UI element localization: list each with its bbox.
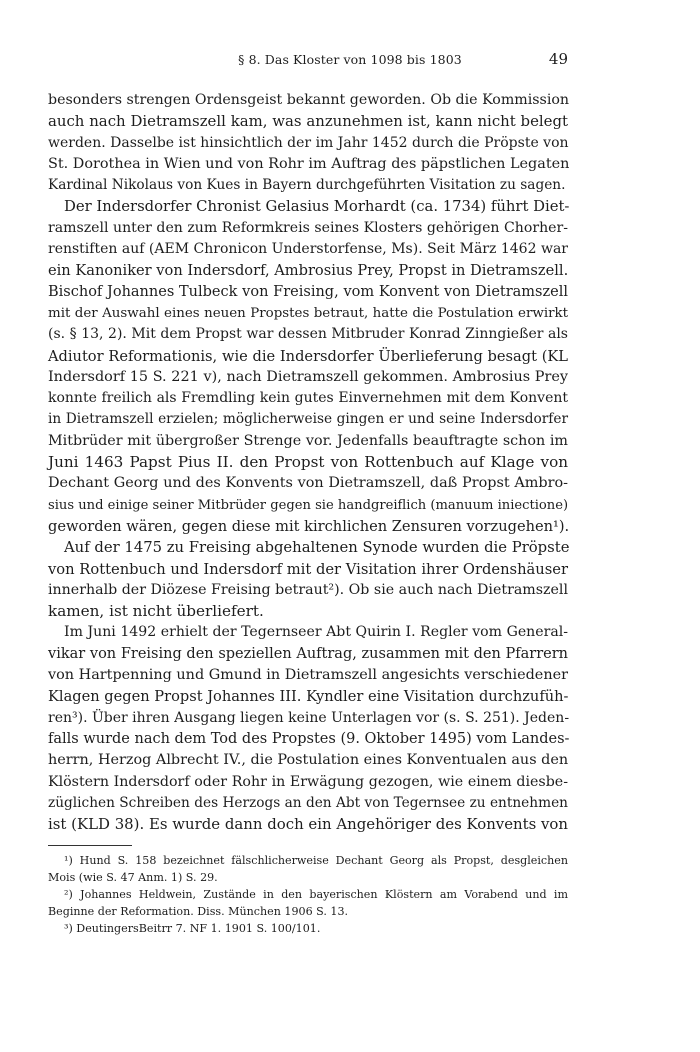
- footnote-line: ¹) Hund S. 158 bezeichnet fälschlicherweise Dechant Georg als Propst, desgleichen: [64, 854, 568, 867]
- text-line: Dechant Georg und des Konvents von Dietramszell, daß Propst Ambro-: [48, 475, 568, 492]
- text-line: Klöstern Indersdorf oder Rohr in Erwägung gezogen, wie einem diesbe-: [48, 773, 568, 790]
- footnote-line: ³) DeutingersBeitrr 7. NF 1. 1901 S. 100/101.: [64, 922, 321, 935]
- text-line: Klagen gegen Propst Johannes III. Kyndler eine Visitation durchzufüh-: [48, 688, 569, 706]
- text-line: züglichen Schreiben des Herzogs an den Abt von Tegernsee zu entnehmen: [48, 794, 568, 811]
- text-line: St. Dorothea in Wien und von Rohr im Auftrag des päpstlichen Legaten: [48, 155, 570, 172]
- page-number: 49: [548, 50, 568, 68]
- text-line: falls wurde nach dem Tod des Propstes (9. Oktober 1495) vom Landes-: [48, 730, 570, 747]
- text-line: ist (KLD 38). Es wurde dann doch ein Angehöriger des Konvents von: [48, 815, 568, 834]
- text-line: Adiutor Reformationis, wie die Indersdorfer Überlieferung besagt (KL: [48, 347, 568, 365]
- text-line: ein Kanoniker von Indersdorf, Ambrosius Prey, Propst in Dietramszell.: [48, 262, 569, 280]
- text-line: herrn, Herzog Albrecht IV., die Postulation eines Konventualen aus den: [48, 752, 569, 769]
- footnote-line: Mois (wie S. 47 Anm. 1) S. 29.: [48, 871, 218, 884]
- text-line: Der Indersdorfer Chronist Gelasius Morhardt (ca. 1734) führt Diet-: [64, 198, 570, 216]
- text-line: Mitbrüder mit übergroßer Strenge vor. Jedenfalls beauftragte schon im: [48, 432, 568, 449]
- text-line: von Rottenbuch und Indersdorf mit der Visitation ihrer Ordenshäuser: [48, 560, 568, 578]
- text-line: auch nach Dietramszell kam, was anzunehmen ist, kann nicht belegt: [48, 112, 568, 131]
- text-line: kamen, ist nicht überliefert.: [48, 602, 264, 621]
- text-line: Juni 1463 Papst Pius II. den Propst von Rottenbuch auf Klage von: [48, 453, 568, 472]
- text-line: konnte freilich als Fremdling kein gutes Einvernehmen mit dem Konvent: [48, 390, 568, 407]
- text-line: Bischof Johannes Tulbeck von Freising, vom Konvent von Dietramszell: [48, 283, 568, 300]
- text-line: in Dietramszell erzielen; möglicherweise gingen er und seine Indersdorfer: [48, 411, 568, 428]
- text-line: Indersdorf 15 S. 221 v), nach Dietramszell gekommen. Ambrosius Prey: [48, 368, 568, 385]
- text-line: werden. Dasselbe ist hinsichtlich der im Jahr 1452 durch die Pröpste von: [48, 134, 569, 151]
- footnote-separator: [48, 845, 132, 846]
- running-title: § 8. Das Kloster von 1098 bis 1803: [238, 52, 462, 67]
- text-line: von Hartpenning und Gmund in Dietramszell angesichts verschiedener: [48, 667, 568, 684]
- text-line: ren³). Über ihren Ausgang liegen keine Unterlagen vor (s. S. 251). Jeden-: [48, 709, 570, 726]
- text-line: Auf der 1475 zu Freising abgehaltenen Synode wurden die Pröpste: [64, 539, 570, 557]
- text-line: vikar von Freising den speziellen Auftrag, zusammen mit den Pfarrern: [48, 645, 568, 662]
- text-line: renstiften auf (AEM Chronicon Understorfense, Ms). Seit März 1462 war: [48, 241, 568, 258]
- body-text: [48, 90, 568, 835]
- text-line: ramszell unter den zum Reformkreis seines Klosters gehörigen Chorher-: [48, 219, 568, 236]
- text-line: mit der Auswahl eines neuen Propstes betraut, hatte die Postulation erwirkt: [48, 305, 568, 321]
- text-line: Kardinal Nikolaus von Kues in Bayern durchgeführten Visitation zu sagen.: [48, 177, 566, 194]
- text-line: sius und einige seiner Mitbrüder gegen sie handgreiflich (manuum iniectione): [48, 497, 569, 513]
- text-line: besonders strengen Ordensgeist bekannt geworden. Ob die Kommission: [48, 92, 570, 108]
- text-line: (s. § 13, 2). Mit dem Propst war dessen Mitbruder Konrad Zinngießer als: [48, 326, 568, 343]
- footnotes: [48, 852, 568, 937]
- footnote-line: Beginne der Reformation. Diss. München 1906 S. 13.: [48, 905, 349, 918]
- text-line: innerhalb der Diözese Freising betraut²). Ob sie auch nach Dietramszell: [48, 581, 568, 598]
- footnote-line: ²) Johannes Heldwein, Zustände in den bayerischen Klöstern am Vorabend und im: [64, 888, 568, 901]
- text-line: Im Juni 1492 erhielt der Tegernseer Abt Quirin I. Regler vom General-: [64, 624, 568, 641]
- text-line: geworden wären, gegen diese mit kirchlichen Zensuren vorzugehen¹).: [48, 517, 570, 535]
